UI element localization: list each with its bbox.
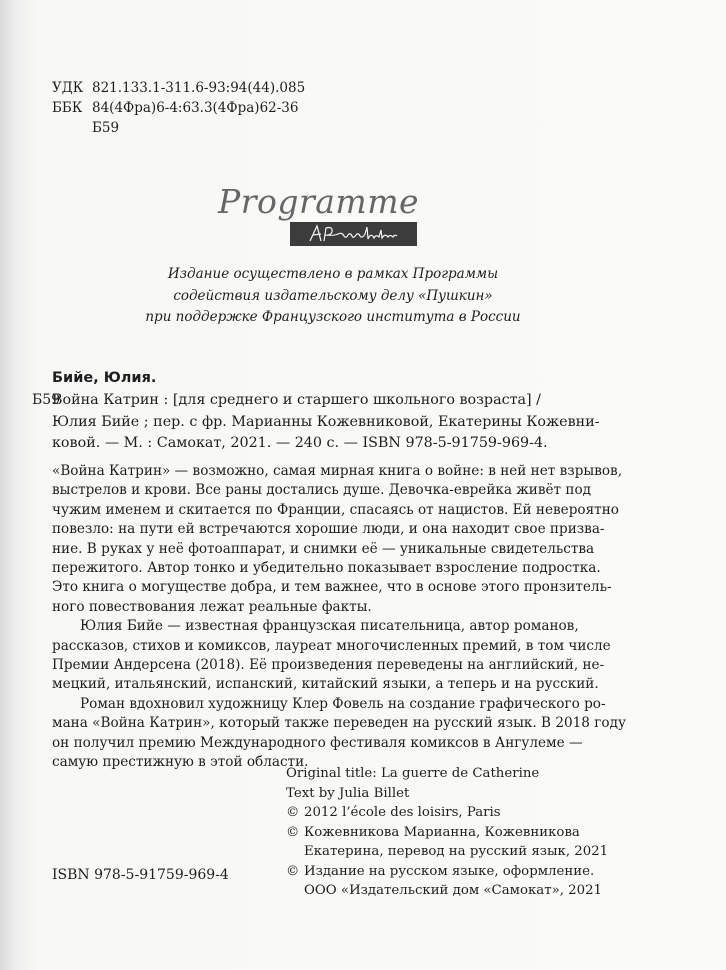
annotation-line: мецкий, итальянский, испанский, китайский языки, а теперь и на русский.: [52, 676, 599, 693]
isbn: ISBN 978-5-91759-969-4: [52, 867, 229, 883]
annotation-line: Это книга о могуществе добра, и тем важнее, что в основе этого пронзитель-: [52, 579, 612, 596]
annotation-line: рассказов, стихов и комиксов, лауреат многочисленных премий, в том числе: [52, 637, 611, 654]
text-by: Text by Julia Billet: [286, 785, 410, 801]
pouchkine-signature-icon: [290, 222, 417, 246]
udk-value: 821.133.1-311.6-93:94(44).085: [92, 80, 306, 96]
udk-label: УДК: [52, 80, 84, 96]
copyright-text: ООО «Издательский дом «Самокат», 2021: [304, 883, 603, 898]
logo-word: Programme: [218, 182, 420, 221]
copyright-line: [286, 823, 586, 843]
bbk-label: ББК: [52, 100, 83, 116]
copyright-text: Екатерина, перевод на русский язык, 2021: [304, 844, 609, 859]
annotation-line: повезло: на пути ей встречаются хорошие люди, и она находит свое призва-: [52, 521, 605, 538]
signature-band: [290, 222, 417, 246]
author-heading: Бийе, Юлия.: [52, 370, 157, 386]
edition-line: содействия издательскому делу «Пушкин»: [173, 287, 493, 304]
copyright-line: [286, 862, 595, 882]
annotation-line: выстрелов и крови. Все раны достались душе. Девочка-еврейка живёт под: [52, 482, 592, 499]
annotation-line: мана «Война Катрин», который также переведен на русский язык. В 2018 году: [52, 715, 626, 732]
author-mark: Б59: [92, 120, 120, 136]
annotation-line: он получил премию Международного фестиваля комиксов в Ангулеме —: [52, 734, 583, 751]
annotation-line: ного повествования лежат реальные факты.: [52, 598, 372, 615]
edition-line: при поддержке Французского института в России: [145, 309, 521, 325]
annotation-line: Роман вдохновил художницу Клер Фовель на создание графического ро-: [80, 695, 606, 712]
annotation-line: ние. В руках у неё фотоаппарат, и снимки её — уникальные свидетельства: [52, 540, 595, 557]
copyright-icon: ©: [286, 824, 300, 840]
annotation-line: «Война Катрин» — возможно, самая мирная книга о войне: в ней нет взрывов,: [52, 463, 623, 479]
rights-block: [286, 764, 609, 901]
annotation-line: Премии Андерсена (2018). Её произведения переведены на английский, не-: [52, 657, 605, 674]
pushkin-programme-logo: [214, 182, 434, 254]
edition-note: [100, 264, 566, 329]
edition-line: Издание осуществлено в рамках Программы: [167, 266, 499, 282]
annotation-line: Юлия Бийе — известная французская писательница, автор романов,: [80, 618, 579, 635]
bibliographic-record: [52, 390, 600, 455]
copyright-text: 2012 l’école des loisirs, Paris: [304, 805, 501, 820]
catalog-code: Б59: [32, 392, 61, 408]
biblio-line: Юлия Бийе ; пер. с фр. Марианны Кожевниковой, Екатерины Кожевни-: [52, 413, 600, 430]
biblio-line: ковой. — М. : Самокат, 2021. — 240 с. — ISBN 978-5-91759-969-4.: [52, 435, 548, 451]
bbk-row: [52, 98, 305, 118]
annotation-line: чужим именем и скитается по Франции, спасаясь от нацистов. Ей невероятно: [52, 501, 619, 518]
udk-row: [52, 78, 305, 98]
copyright-text: Кожевникова Марианна, Кожевникова: [304, 824, 580, 840]
copyright-text: Издание на русском языке, оформление.: [304, 863, 595, 879]
original-title: Original title: La guerre de Catherine: [286, 766, 540, 781]
copyright-icon: ©: [286, 805, 300, 820]
annotation: [52, 462, 626, 773]
copyright-icon: ©: [286, 863, 300, 879]
bbk-value: 84(4Фра)6-4:63.3(4Фра)62-36: [92, 100, 299, 116]
biblio-line: Война Катрин : [для среднего и старшего школьного возраста] /: [52, 392, 541, 408]
copyright-line: [286, 803, 586, 823]
classification-block: [52, 78, 305, 138]
annotation-line: пережитого. Автор тонко и убедительно показывает взросление подростка.: [52, 560, 601, 577]
annotation-line: самую престижную в этой области.: [52, 754, 309, 771]
